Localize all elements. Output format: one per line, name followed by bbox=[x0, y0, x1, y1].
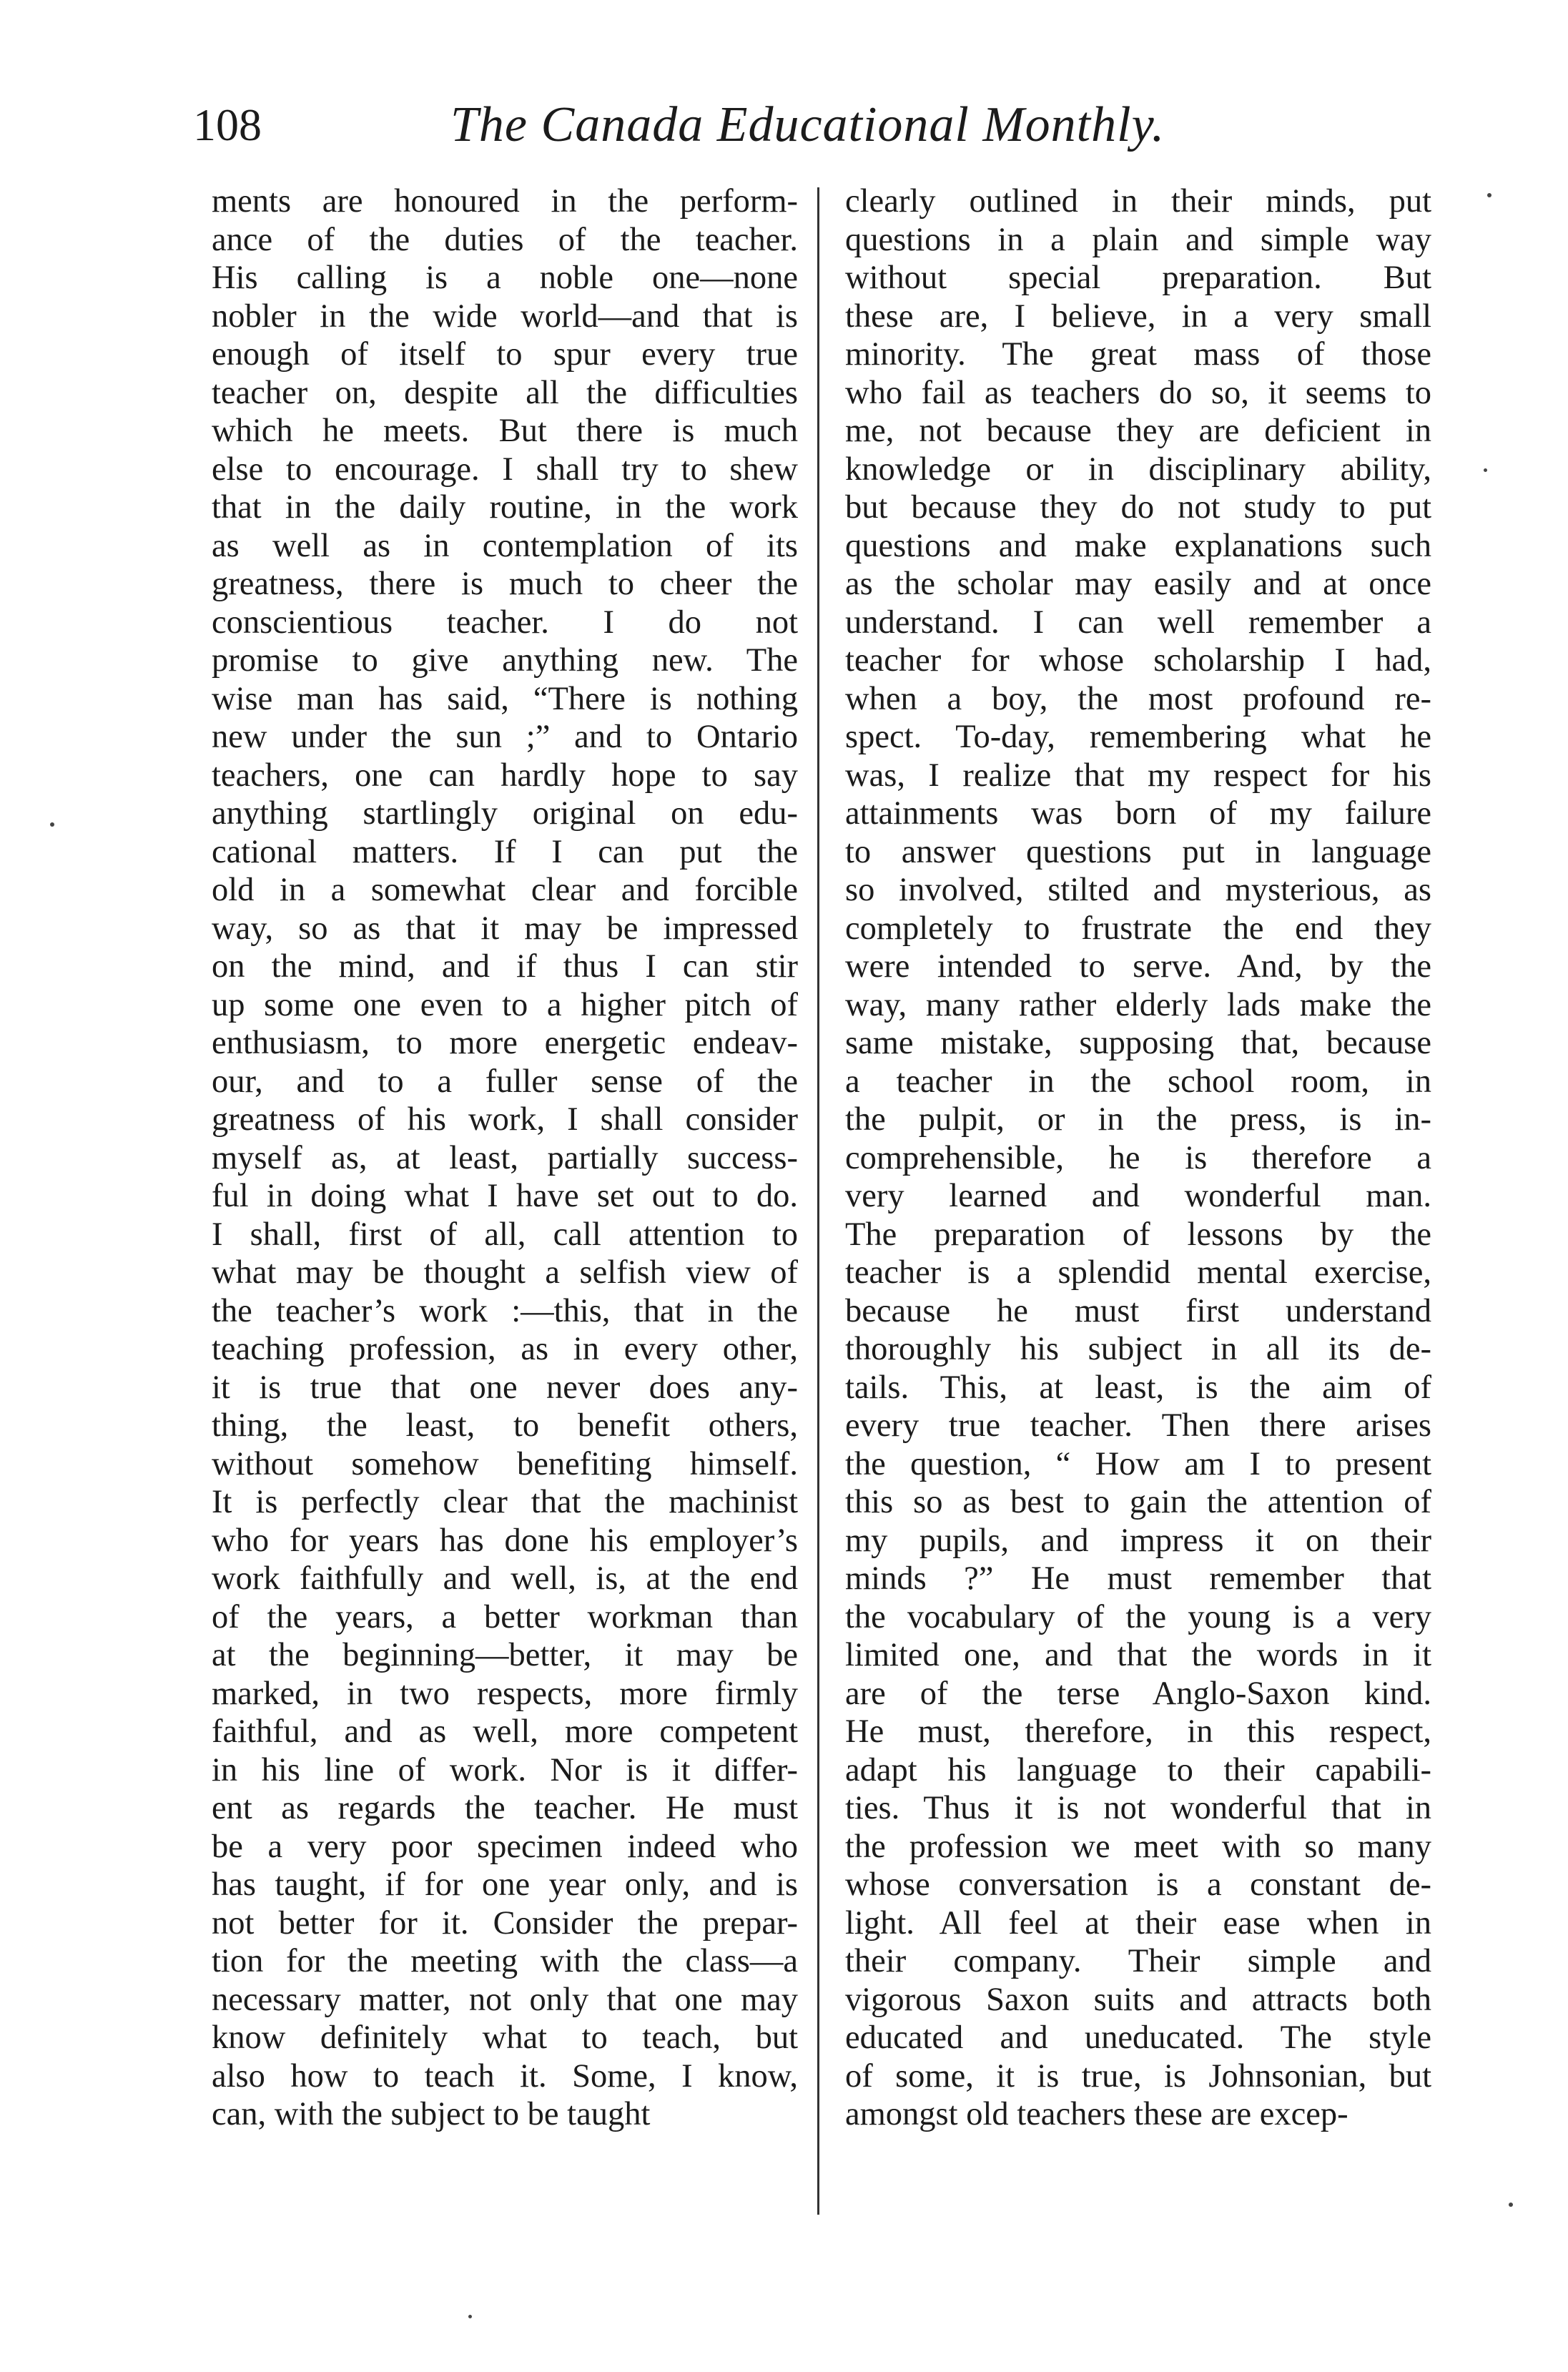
text-line: enough of itself to spur every true bbox=[212, 336, 798, 373]
text-line: minority. The great mass of those bbox=[845, 336, 1431, 373]
text-line: very learned and wonderful man. bbox=[845, 1178, 1431, 1214]
text-line: necessary matter, not only that one may bbox=[212, 1981, 798, 2018]
text-line: faithful, and as well, more competent bbox=[212, 1713, 798, 1750]
text-line: thing, the least, to benefit others, bbox=[212, 1407, 798, 1444]
text-line: it is true that one never does any- bbox=[212, 1369, 798, 1406]
text-line: who for years has done his employer’s bbox=[212, 1522, 798, 1559]
text-line: without special preparation. But bbox=[845, 260, 1431, 296]
text-line: spect. To-day, remembering what he bbox=[845, 719, 1431, 755]
text-line: what may be thought a selfish view of bbox=[212, 1254, 798, 1291]
page-number: 108 bbox=[193, 99, 262, 150]
text-line: the profession we meet with so many bbox=[845, 1828, 1431, 1865]
text-line: teacher for whose scholarship I had, bbox=[845, 642, 1431, 679]
text-line: cational matters. If I can put the bbox=[212, 833, 798, 870]
text-line: that in the daily routine, in the work bbox=[212, 489, 798, 526]
text-line: old in a somewhat clear and forcible bbox=[212, 872, 798, 908]
text-line: so involved, stilted and mysterious, as bbox=[845, 872, 1431, 908]
running-title: The Canada Educational Monthly. bbox=[450, 97, 1165, 152]
text-line: teachers, one can hardly hope to say bbox=[212, 757, 798, 794]
text-line: every true teacher. Then there arises bbox=[845, 1407, 1431, 1444]
text-line: whose conversation is a constant de- bbox=[845, 1866, 1431, 1903]
text-line: amongst old teachers these are excep- bbox=[845, 2096, 1348, 2132]
text-line: a teacher in the school room, in bbox=[845, 1063, 1431, 1100]
text-line: The preparation of lessons by the bbox=[845, 1216, 1431, 1253]
text-line: light. All feel at their ease when in bbox=[845, 1904, 1431, 1942]
text-line: as the scholar may easily and at once bbox=[845, 566, 1431, 602]
text-line: to answer questions put in language bbox=[845, 833, 1431, 870]
print-speck bbox=[50, 822, 54, 827]
text-line: promise to give anything new. The bbox=[212, 642, 798, 679]
text-line: as well as in contemplation of its bbox=[212, 527, 798, 564]
text-line: minds ?” He must remember that bbox=[845, 1560, 1431, 1597]
text-line: limited one, and that the words in it bbox=[845, 1637, 1431, 1673]
text-line: knowledge or in disciplinary ability, bbox=[845, 451, 1431, 488]
text-line: these are, I believe, in a very small bbox=[845, 297, 1431, 335]
print-speck bbox=[468, 2315, 472, 2318]
text-line: I shall, first of all, call attention to bbox=[212, 1216, 798, 1253]
text-line: ments are honoured in the perform- bbox=[212, 183, 798, 220]
text-line: ties. Thus it is not wonderful that in bbox=[845, 1790, 1431, 1826]
text-line: our, and to a fuller sense of the bbox=[212, 1063, 798, 1100]
text-line: were intended to serve. And, by the bbox=[845, 948, 1431, 985]
print-speck bbox=[1509, 2203, 1513, 2207]
column-divider bbox=[817, 187, 819, 2215]
text-line: which he meets. But there is much bbox=[212, 413, 798, 449]
text-line: the question, “ How am I to present bbox=[845, 1445, 1431, 1482]
text-line: up some one even to a higher pitch of bbox=[212, 986, 798, 1023]
text-line: teaching profession, as in every other, bbox=[212, 1331, 798, 1367]
text-line: attainments was born of my failure bbox=[845, 795, 1431, 832]
text-line: was, I realize that my respect for his bbox=[845, 757, 1431, 794]
text-line: because he must first understand bbox=[845, 1292, 1431, 1329]
text-line: this so as best to gain the attention of bbox=[845, 1484, 1431, 1520]
text-line: teacher on, despite all the difficulties bbox=[212, 374, 798, 411]
print-speck bbox=[1487, 193, 1491, 197]
text-line: but because they do not study to put bbox=[845, 489, 1431, 526]
text-line: greatness of his work, I shall consider bbox=[212, 1101, 798, 1138]
text-line: of some, it is true, is Johnsonian, but bbox=[845, 2057, 1431, 2095]
text-line: work faithfully and well, is, at the end bbox=[212, 1560, 798, 1597]
text-line: vigorous Saxon suits and attracts both bbox=[845, 1981, 1431, 2018]
text-line: on the mind, and if thus I can stir bbox=[212, 948, 798, 985]
text-line: He must, therefore, in this respect, bbox=[845, 1713, 1431, 1750]
text-line: at the beginning—better, it may be bbox=[212, 1637, 798, 1673]
text-line: not better for it. Consider the prepar- bbox=[212, 1904, 798, 1942]
text-line: understand. I can well remember a bbox=[845, 604, 1431, 641]
print-speck bbox=[1484, 468, 1487, 472]
text-line: without somehow benefiting himself. bbox=[212, 1445, 798, 1482]
text-line: ance of the duties of the teacher. bbox=[212, 221, 798, 258]
text-line: of the years, a better workman than bbox=[212, 1598, 798, 1635]
text-line: marked, in two respects, more firmly bbox=[212, 1675, 798, 1712]
text-line: the pulpit, or in the press, is in- bbox=[845, 1101, 1431, 1138]
text-line: has taught, if for one year only, and is bbox=[212, 1866, 798, 1903]
text-line: when a boy, the most profound re- bbox=[845, 680, 1431, 717]
text-line: educated and uneducated. The style bbox=[845, 2019, 1431, 2056]
text-line: comprehensible, he is therefore a bbox=[845, 1139, 1431, 1176]
text-line: else to encourage. I shall try to shew bbox=[212, 451, 798, 488]
text-line: my pupils, and impress it on their bbox=[845, 1522, 1431, 1559]
text-line: questions in a plain and simple way bbox=[845, 221, 1431, 258]
text-line: His calling is a noble one—none bbox=[212, 260, 798, 296]
text-line: teacher is a splendid mental exercise, bbox=[845, 1254, 1431, 1291]
text-line: way, many rather elderly lads make the bbox=[845, 986, 1431, 1023]
text-line: their company. Their simple and bbox=[845, 1943, 1431, 1979]
text-line: anything startlingly original on edu- bbox=[212, 795, 798, 832]
text-line: me, not because they are deficient in bbox=[845, 413, 1431, 449]
text-line: can, with the subject to be taught bbox=[212, 2096, 651, 2132]
text-line: ful in doing what I have set out to do. bbox=[212, 1178, 798, 1214]
text-line: the vocabulary of the young is a very bbox=[845, 1598, 1431, 1635]
text-line: are of the terse Anglo-Saxon kind. bbox=[845, 1675, 1431, 1712]
right-text-column bbox=[845, 182, 1431, 2134]
text-line: tails. This, at least, is the aim of bbox=[845, 1369, 1431, 1406]
text-line: same mistake, supposing that, because bbox=[845, 1025, 1431, 1061]
left-text-column bbox=[212, 182, 798, 2134]
text-line: way, so as that it may be impressed bbox=[212, 910, 798, 947]
text-line: It is perfectly clear that the machinist bbox=[212, 1484, 798, 1520]
text-line: who fail as teachers do so, it seems to bbox=[845, 374, 1431, 411]
text-line: conscientious teacher. I do not bbox=[212, 604, 798, 641]
text-line: tion for the meeting with the class—a bbox=[212, 1943, 798, 1979]
text-line: know definitely what to teach, but bbox=[212, 2019, 798, 2056]
text-line: be a very poor specimen indeed who bbox=[212, 1828, 798, 1865]
text-line: wise man has said, “There is nothing bbox=[212, 680, 798, 717]
text-line: adapt his language to their capabili- bbox=[845, 1751, 1431, 1788]
text-line: the teacher’s work :—this, that in the bbox=[212, 1292, 798, 1329]
text-line: myself as, at least, partially success- bbox=[212, 1139, 798, 1176]
text-line: in his line of work. Nor is it differ- bbox=[212, 1751, 798, 1788]
text-line: questions and make explanations such bbox=[845, 527, 1431, 564]
text-line: clearly outlined in their minds, put bbox=[845, 183, 1431, 220]
text-line: new under the sun ;” and to Ontario bbox=[212, 719, 798, 755]
text-line: also how to teach it. Some, I know, bbox=[212, 2057, 798, 2095]
text-line: completely to frustrate the end they bbox=[845, 910, 1431, 947]
text-line: thoroughly his subject in all its de- bbox=[845, 1331, 1431, 1367]
text-line: nobler in the wide world—and that is bbox=[212, 297, 798, 335]
text-line: greatness, there is much to cheer the bbox=[212, 566, 798, 602]
text-line: enthusiasm, to more energetic endeav- bbox=[212, 1025, 798, 1061]
text-line: ent as regards the teacher. He must bbox=[212, 1790, 798, 1826]
page-header bbox=[193, 93, 1208, 157]
